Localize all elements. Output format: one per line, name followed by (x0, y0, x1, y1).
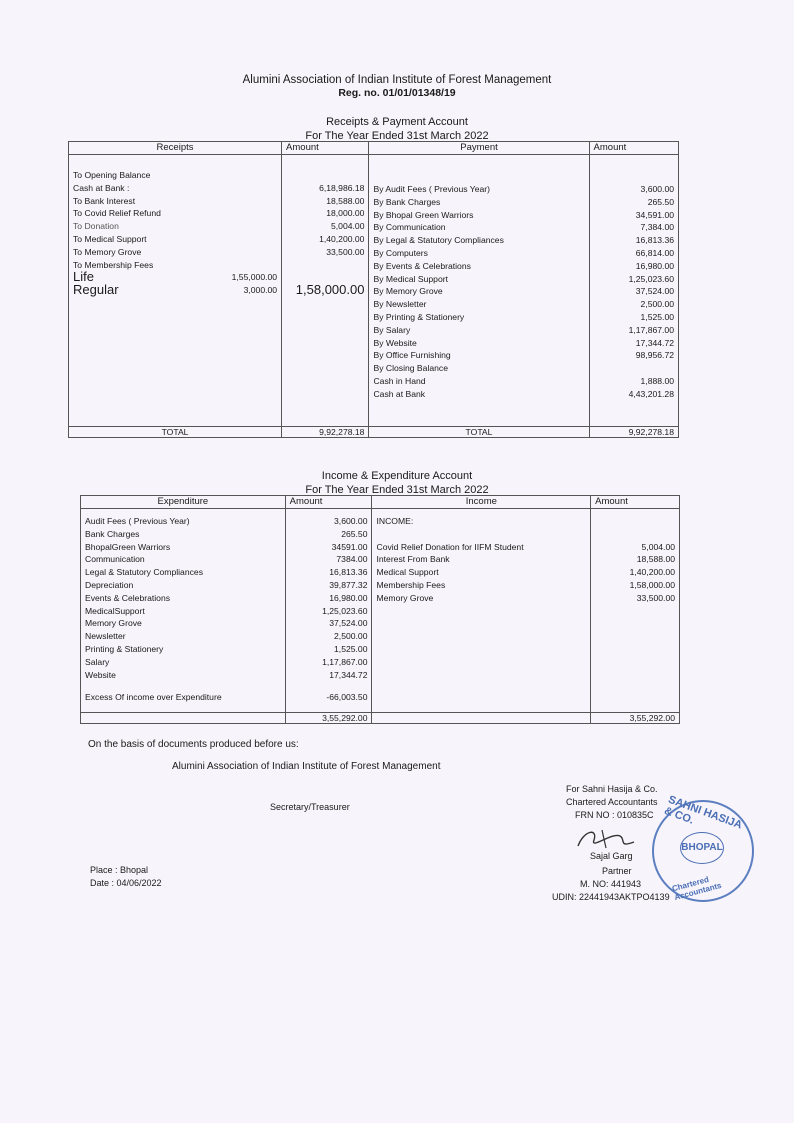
receipt-item (73, 220, 277, 233)
expenditure-list (85, 515, 281, 681)
payment-item: By Closing Balance (373, 363, 448, 374)
payment-amount: 265.50 (647, 196, 674, 207)
payment-amount: 7,384.00 (640, 222, 674, 233)
col-expenditure: Expenditure (81, 496, 286, 509)
rp-total-label-2: TOTAL (369, 427, 589, 438)
receipt-label: To Covid Relief Refund (73, 208, 161, 219)
signatory-role: Partner (602, 866, 632, 876)
payment-amount (594, 362, 674, 375)
payment-amount: 37,524.00 (635, 286, 674, 297)
receipt-amount: 5,004.00 (331, 221, 365, 232)
income-amount: 1,40,200.00 (629, 567, 675, 578)
ie-total-income: 3,55,292.00 (591, 713, 680, 724)
ie-total-blank (81, 713, 286, 724)
payment-amount: 1,525.00 (640, 311, 674, 322)
expenditure-item: Newsletter (85, 631, 126, 642)
expenditure-item: Audit Fees ( Previous Year) (85, 516, 190, 526)
payment-item: By Events & Celebrations (373, 260, 471, 271)
expenditure-amount-cell (285, 509, 372, 713)
receipt-label: To Opening Balance (73, 170, 151, 180)
income-amount (595, 515, 675, 528)
income-expenditure-table (80, 495, 680, 724)
income-item: Memory Grove (376, 592, 434, 603)
expenditure-item: MedicalSupport (85, 605, 145, 616)
payment-item: Cash in Hand (373, 375, 426, 386)
basis-statement: On the basis of documents produced before us: (88, 739, 299, 750)
income-amounts (595, 515, 675, 605)
receipts-payment-table (68, 141, 679, 438)
excess-label: Excess Of income over Expenditure (85, 692, 222, 703)
payment-item: By Office Furnishing (373, 350, 451, 361)
ie-title: Income & Expenditure Account (321, 470, 473, 482)
rp-subtitle: For The Year Ended 31st March 2022 (305, 130, 489, 142)
auditor-firm-type: Chartered Accountants (566, 797, 658, 807)
expenditure-item: Depreciation (85, 579, 134, 590)
rp-body-row (69, 155, 679, 427)
payment-amount: 98,956.72 (635, 350, 674, 361)
payment-item: By Audit Fees ( Previous Year) (373, 184, 491, 194)
receipt-label: Life (73, 269, 94, 285)
receipt-amount (286, 169, 364, 182)
payment-item: By Communication (373, 222, 446, 233)
payments-cell (369, 155, 589, 427)
receipt-sub-amount: 3,000.00 (243, 285, 278, 296)
auditor-stamp (652, 793, 754, 903)
payment-amount: 1,17,867.00 (628, 324, 674, 335)
expenditure-item: Printing & Stationery (85, 643, 164, 654)
payment-amount: 34,591.00 (635, 209, 674, 220)
payment-amount: 4,43,201.28 (628, 388, 674, 399)
expenditure-amount: 17,344.72 (329, 669, 368, 680)
income-item: Interest From Bank (376, 554, 450, 565)
place: Place : Bhopal (90, 865, 149, 875)
income-amount: 33,500.00 (636, 592, 675, 603)
col-amount: Amount (282, 142, 369, 155)
payment-amount: 66,814.00 (635, 247, 674, 258)
receipt-sub-amount: 1,55,000.00 (231, 272, 278, 283)
rp-title: Receipts & Payment Account (326, 116, 468, 128)
payment-amount: 16,813.36 (635, 235, 674, 246)
receipt-label: Cash at Bank : (73, 182, 130, 193)
stamp-center-text: BHOPAL (680, 832, 724, 864)
auditor-firm: For Sahni Hasija & Co. (566, 784, 658, 794)
rp-total-label: TOTAL (69, 427, 282, 438)
stamp-top-text: SAHNI HASIJA & CO. (662, 793, 744, 832)
ie-total-expenditure: 3,55,292.00 (285, 713, 372, 724)
income-item: Covid Relief Donation for IIFM Student (376, 541, 524, 552)
signatory-name: Sajal Garg (590, 851, 633, 861)
receipt-item (73, 207, 277, 220)
payment-item: By Medical Support (373, 273, 448, 284)
payment-amount: 2,500.00 (640, 299, 674, 310)
receipt-item (73, 233, 277, 246)
income-item: Medical Support (376, 567, 439, 578)
payment-item: By Printing & Stationery (373, 311, 465, 322)
registration-number: Reg. no. 01/01/01348/19 (338, 87, 456, 99)
receipts-amounts (286, 169, 364, 297)
receipts-amount-cell (282, 155, 369, 427)
rp-total-payments: 9,92,278.18 (589, 427, 678, 438)
income-amount: 18,588.00 (636, 554, 675, 565)
expenditure-amount: 16,980.00 (329, 592, 368, 603)
expenditure-amount: 265.50 (341, 528, 368, 539)
expenditure-item: BhopalGreen Warriors (85, 541, 171, 552)
udin-number: UDIN: 22441943AKTPO4139 (552, 892, 670, 902)
rp-total-row (69, 427, 679, 438)
income-amount-cell (591, 509, 680, 713)
income-amount: 5,004.00 (641, 541, 675, 552)
col-payment: Payment (369, 142, 589, 155)
receipt-label: To Bank Interest (73, 195, 136, 206)
expenditure-amount: 39,877.32 (329, 579, 368, 590)
payment-item: By Legal & Statutory Compliances (373, 235, 504, 246)
income-amount (595, 528, 675, 541)
expenditure-amount: 34591.00 (331, 541, 368, 552)
expenditure-item: Legal & Statutory Compliances (85, 567, 203, 578)
ie-body-row (81, 509, 680, 713)
date: Date : 04/06/2022 (90, 878, 162, 888)
income-item: INCOME: (376, 516, 414, 526)
payments-amounts (594, 183, 674, 401)
receipts-cell (69, 155, 282, 427)
organization-name: Alumini Association of Indian Institute of Forest Management (242, 74, 552, 86)
col-ie-amount: Amount (285, 496, 372, 509)
payment-amount: 3,600.00 (640, 184, 674, 194)
income-cell (372, 509, 591, 713)
stamp-bottom-text: Chartered Accountants (671, 874, 723, 903)
receipt-item (73, 169, 277, 182)
payment-item: By Computers (373, 247, 428, 258)
col-ie-amount-2: Amount (591, 496, 680, 509)
col-income: Income (372, 496, 591, 509)
payment-amount: 1,25,023.60 (628, 273, 674, 284)
payment-item: By Memory Grove (373, 286, 443, 297)
secretary-treasurer: Secretary/Treasurer (270, 802, 350, 812)
receipt-label: To Donation (73, 221, 119, 232)
receipt-label: To Membership Fees (73, 259, 154, 270)
expenditure-item: Website (85, 669, 116, 680)
ie-total-blank-2 (372, 713, 591, 724)
receipt-amount: 6,18,986.18 (319, 182, 365, 193)
rp-total-receipts: 9,92,278.18 (282, 427, 369, 438)
payment-item: By Website (373, 337, 417, 348)
income-item: Membership Fees (376, 579, 446, 590)
payment-item: By Bank Charges (373, 196, 441, 207)
expenditure-amount: 2,500.00 (334, 631, 368, 642)
receipt-item (73, 259, 277, 272)
expenditure-amount: 1,25,023.60 (322, 605, 368, 616)
income-amount: 1,58,000.00 (629, 579, 675, 590)
receipt-amount: 1,58,000.00 (295, 282, 365, 298)
expenditure-item: Salary (85, 656, 110, 667)
receipt-amount (286, 259, 364, 272)
expenditure-amount: 16,813.36 (329, 567, 368, 578)
receipt-amount: 18,588.00 (326, 195, 365, 206)
expenditure-item: Communication (85, 554, 145, 565)
payment-item: By Bhopal Green Warriors (373, 209, 474, 220)
rp-header-row (69, 142, 679, 155)
income-item (376, 528, 586, 541)
payment-amount: 17,344.72 (635, 337, 674, 348)
ie-header-row (81, 496, 680, 509)
receipt-label: Regular (73, 282, 119, 298)
receipt-amount: 18,000.00 (326, 208, 365, 219)
col-amount-2: Amount (589, 142, 678, 155)
payment-item: Cash at Bank (373, 388, 426, 399)
receipt-item (73, 182, 277, 195)
expenditure-item: Bank Charges (85, 528, 140, 539)
payment-amount: 1,888.00 (640, 375, 674, 386)
payments-amount-cell (589, 155, 678, 427)
receipt-item (73, 246, 277, 259)
receipt-amount: 33,500.00 (326, 246, 365, 257)
expenditure-amount: 1,17,867.00 (322, 656, 368, 667)
receipt-label: To Memory Grove (73, 246, 142, 257)
expenditure-amount: 1,525.00 (334, 643, 368, 654)
receipt-item (73, 195, 277, 208)
payment-item: By Salary (373, 324, 411, 335)
ie-subtitle: For The Year Ended 31st March 2022 (305, 484, 489, 496)
payments-list (373, 183, 584, 401)
membership-number: M. NO: 441943 (580, 879, 642, 889)
col-receipts: Receipts (69, 142, 282, 155)
expenditure-item: Memory Grove (85, 618, 142, 629)
excess-amount: -66,003.50 (326, 692, 368, 703)
receipt-amount: 1,40,200.00 (319, 233, 365, 244)
payment-item: By Newsletter (373, 299, 427, 310)
expenditure-amount: 37,524.00 (329, 618, 368, 629)
income-list (376, 515, 586, 605)
receipts-list (73, 169, 277, 297)
expenditure-cell (81, 509, 286, 713)
expenditure-item: Events & Celebrations (85, 592, 171, 603)
expenditure-amount: 3,600.00 (334, 516, 368, 526)
frn-number: FRN NO : 010835C (575, 810, 654, 820)
expenditure-amount: 7384.00 (336, 554, 368, 565)
expenditure-amounts (290, 515, 368, 681)
payment-amount: 16,980.00 (635, 260, 674, 271)
receipt-item (73, 284, 277, 297)
association-name: Alumini Association of Indian Institute of Forest Management (172, 761, 441, 772)
receipt-label: To Medical Support (73, 233, 147, 244)
ie-total-row (81, 713, 680, 724)
